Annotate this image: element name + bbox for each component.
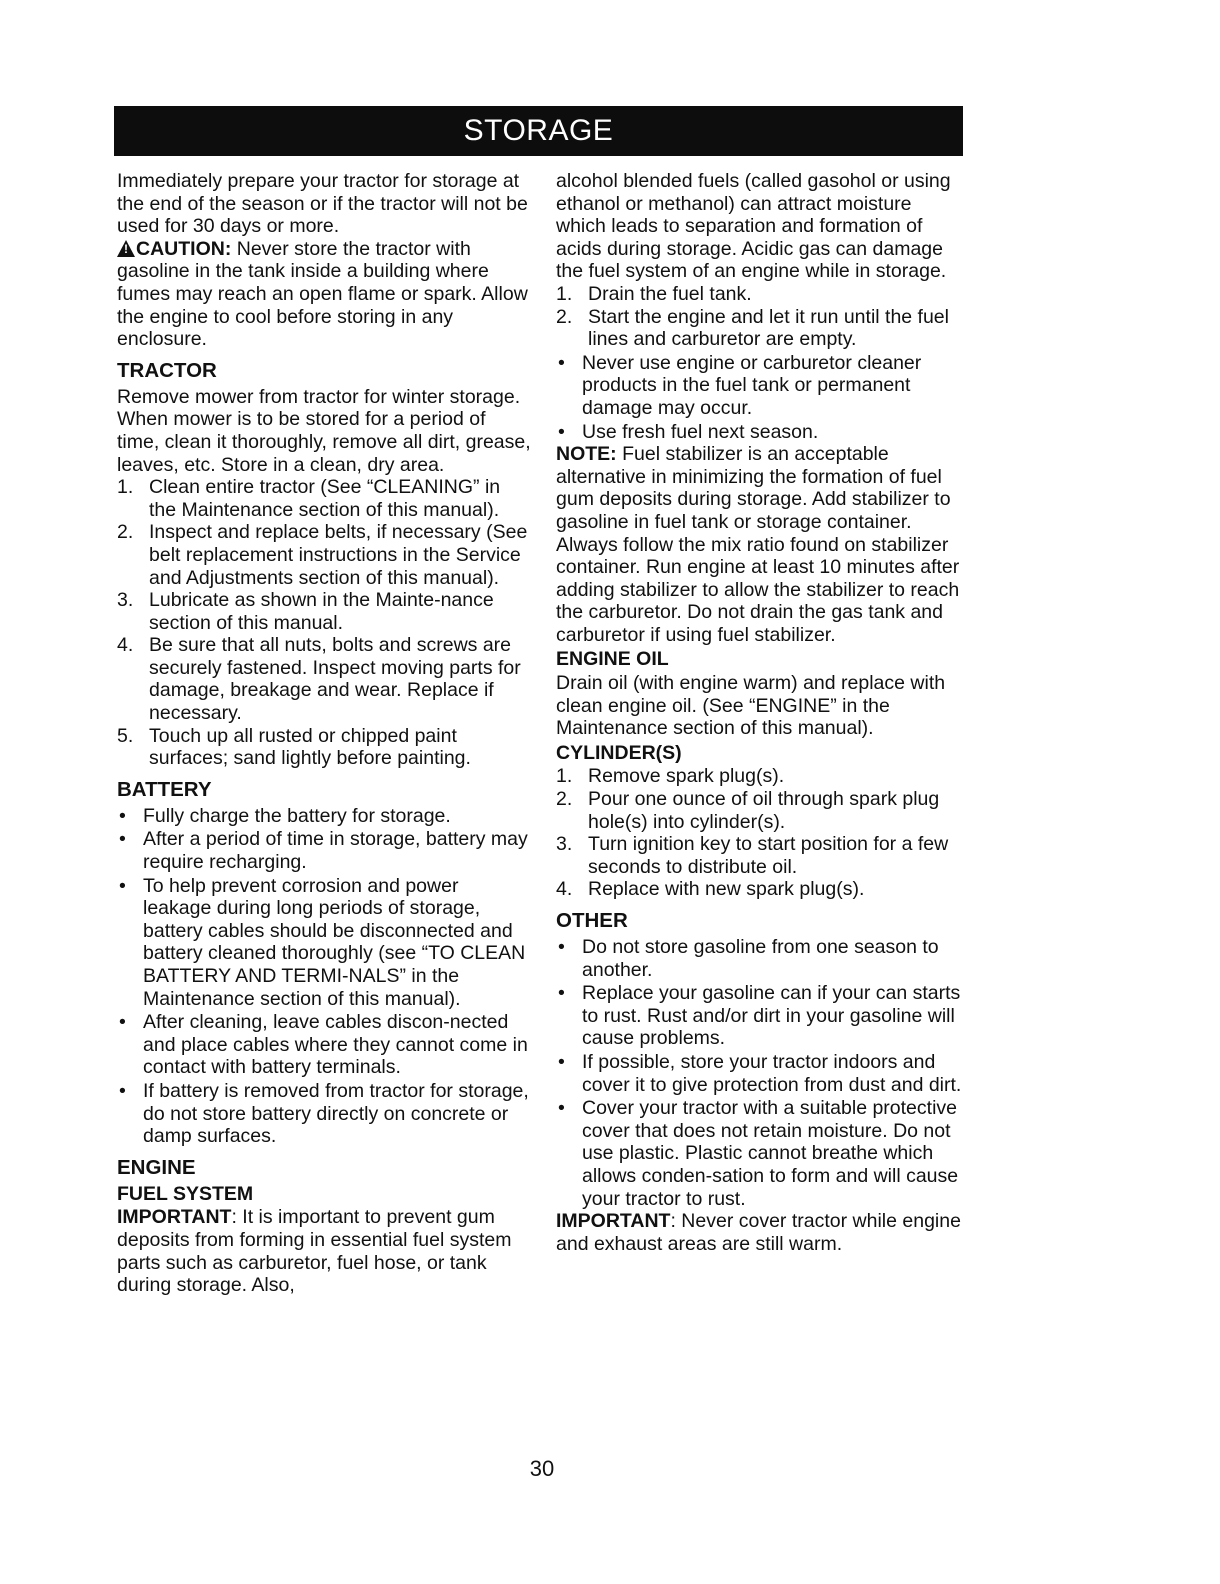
list-item: • If possible, store your tractor indoors and cover it to give protection from dust and dirt. xyxy=(558,1050,962,1096)
list-item: 1. Drain the fuel tank. xyxy=(556,282,752,305)
bullet-icon: • xyxy=(119,804,126,827)
engine-heading: ENGINE xyxy=(117,1155,196,1179)
list-item: 4. Be sure that all nuts, bolts and screws are securely fastened. Inspect moving parts for damage, breakage and wear. Replace if necessary. xyxy=(117,634,521,725)
fuel-system-important xyxy=(117,1206,532,1296)
list-item: 2. Start the engine and let it run until the fuel lines and carburetor are empty. xyxy=(556,305,949,351)
bullet-icon: • xyxy=(558,420,565,443)
caution-text: Never store the tractor with gasoline in the tank inside a building where fumes may reach an open flame or spark. Allow the engine to cool before storing in any enclosure. xyxy=(117,237,528,351)
list-item: 1. Remove spark plug(s). xyxy=(556,765,785,788)
other-heading: OTHER xyxy=(556,909,628,932)
other-important-text: : Never cover tractor while engine and exhaust areas are still warm. xyxy=(556,1210,961,1255)
list-item: • Use fresh fuel next season. xyxy=(558,420,819,443)
list-item: 5. Touch up all rusted or chipped paint surfaces; sand lightly before painting. xyxy=(117,724,471,770)
important-label: IMPORTANT xyxy=(117,1206,232,1229)
right-column xyxy=(556,170,966,1255)
bullet-icon: • xyxy=(119,1079,126,1102)
bullet-icon: • xyxy=(119,1011,126,1034)
intro-text: Immediately prepare your tractor for storage at the end of the season or if the tractor will not be used for 30 days or more. xyxy=(117,170,528,238)
caution-paragraph xyxy=(117,238,532,351)
list-item: 1. Clean entire tractor (See “CLEANING” in the Maintenance section of this manual). xyxy=(117,476,501,521)
bullet-icon: • xyxy=(558,936,565,958)
warning-triangle-icon xyxy=(117,240,135,257)
bullet-icon: • xyxy=(558,1097,565,1120)
list-item: • Do not store gasoline from one season to another. xyxy=(558,936,939,981)
caution-label: CAUTION: xyxy=(136,237,232,260)
left-column xyxy=(117,170,532,1297)
other-bullets xyxy=(556,936,966,1210)
fuel-system-important-text-part2: alcohol blended fuels (called gasohol or using ethanol or methanol) can attract moisture which leads to separation and formation of acids during storage. Acidic gas can damage the fuel system of an engine while in storage. xyxy=(556,170,951,283)
list-item: • After cleaning, leave cables discon-nected and place cables where they cannot come in contact with battery terminals. xyxy=(119,1011,528,1079)
cylinders-heading: CYLINDER(S) xyxy=(556,741,682,764)
fuel-system-important-text-part1: : It is important to prevent gum deposits from forming in essential fuel system parts such as carburetor, fuel hose, or tank during storage. Also, xyxy=(117,1206,512,1297)
bullet-icon: • xyxy=(558,982,565,1005)
fuel-system-bullets xyxy=(556,352,966,443)
list-item: 2. Pour one ounce of oil through spark plug hole(s) into cylinder(s). xyxy=(556,788,940,833)
list-item: • Replace your gasoline can if your can starts to rust. Rust and/or dirt in your gasoline will cause problems. xyxy=(558,982,961,1050)
fuel-system-steps xyxy=(556,283,966,351)
note-text: Fuel stabilizer is an acceptable alternative in minimizing the formation of fuel gum deposits during storage. Add stabilizer to gasoline in fuel tank or storage container. Always follow the mix ratio found on stabilizer container. Run engine at least 10 minutes after adding stabilizer to allow the stabilizer to reach the carburetor. Do not drain the gas tank and carburetor if using fuel stabilizer. xyxy=(556,443,960,646)
fuel-system-heading: FUEL SYSTEM xyxy=(117,1182,254,1205)
bullet-icon: • xyxy=(119,874,126,897)
important-label: IMPORTANT xyxy=(556,1210,671,1233)
bullet-icon: • xyxy=(558,1050,565,1073)
list-item: • Fully charge the battery for storage. xyxy=(119,804,451,827)
fuel-stabilizer-note xyxy=(556,443,966,646)
list-item: • Never use engine or carburetor cleaner products in the fuel tank or permanent damage may occur. xyxy=(558,351,922,419)
list-item: 3. Lubricate as shown in the Mainte-nance section of this manual. xyxy=(117,589,494,634)
list-item: 4. Replace with new spark plug(s). xyxy=(556,878,865,901)
bullet-icon: • xyxy=(119,828,126,851)
list-item: 2. Inspect and replace belts, if necessary (See belt replacement instructions in the Service and Adjustments section of this manual). xyxy=(117,521,528,589)
list-item: • Cover your tractor with a suitable protective cover that does not retain moisture. Do not use plastic. Plastic cannot breathe which allows conden-sation to form and will cause your tractor to rust. xyxy=(558,1097,959,1210)
tractor-intro: Remove mower from tractor for winter storage. When mower is to be stored for a period of time, clean it thoroughly, remove all dirt, grease, leaves, etc. Store in a clean, dry area. xyxy=(117,385,531,476)
note-label: NOTE: xyxy=(556,443,617,466)
cylinder-steps xyxy=(556,765,966,901)
bullet-icon: • xyxy=(558,351,565,374)
other-important xyxy=(556,1210,966,1255)
battery-bullets xyxy=(117,805,532,1148)
list-item: • If battery is removed from tractor for storage, do not store battery directly on concrete or damp surfaces. xyxy=(119,1079,529,1148)
engine-oil-text: Drain oil (with engine warm) and replace with clean engine oil. (See “ENGINE” in the Maintenance section of this manual). xyxy=(556,672,946,740)
list-item: • After a period of time in storage, battery may require recharging. xyxy=(119,828,528,874)
battery-heading: BATTERY xyxy=(117,777,212,801)
tractor-steps xyxy=(117,476,532,770)
page-number: 30 xyxy=(529,1456,555,1481)
list-item: • To help prevent corrosion and power leakage during long periods of storage, battery cables should be disconnected and battery cleaned thoroughly (see “TO CLEAN BATTERY AND TERMI-NALS” in the Maintenance section of this manual). xyxy=(119,874,526,1010)
list-item: 3. Turn ignition key to start position for a few seconds to distribute oil. xyxy=(556,833,949,878)
page-title: STORAGE xyxy=(114,106,963,156)
tractor-heading: TRACTOR xyxy=(117,358,217,382)
engine-oil-heading: ENGINE OIL xyxy=(556,648,669,671)
